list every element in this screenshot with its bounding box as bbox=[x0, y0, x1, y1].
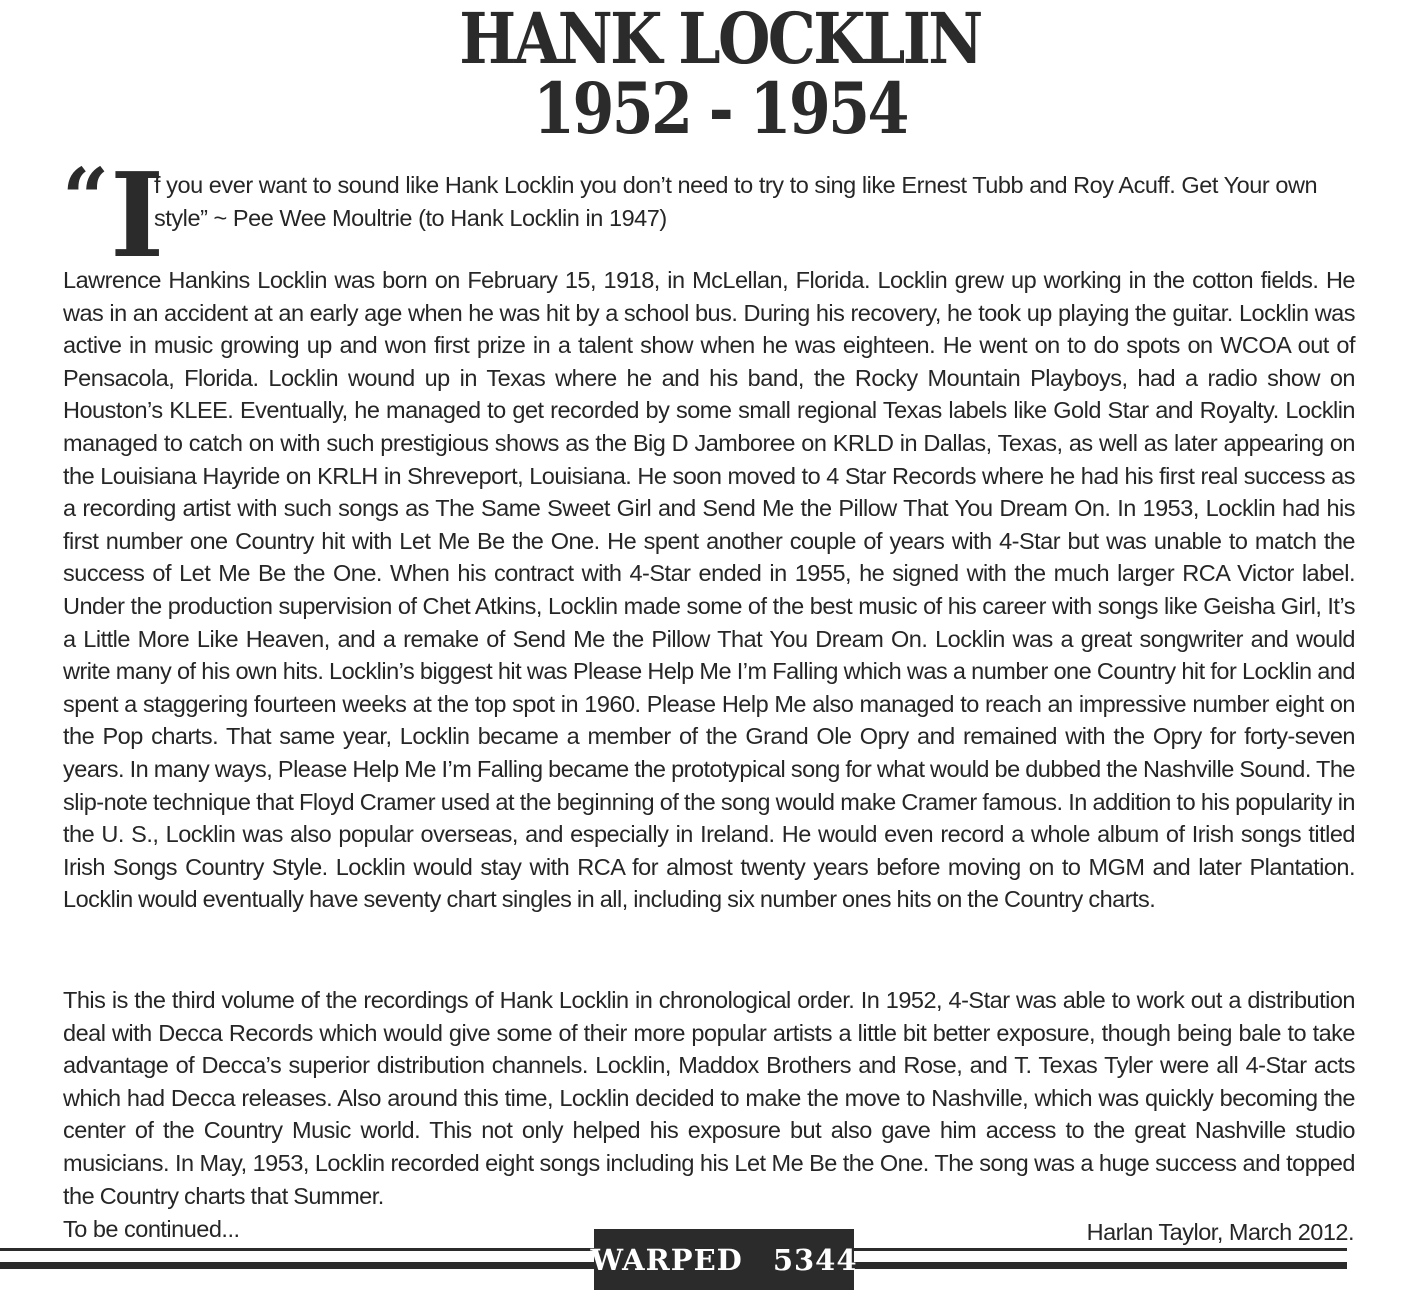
to-be-continued-text: To be continued... bbox=[63, 1216, 240, 1242]
footer-rule-left-thin bbox=[0, 1248, 594, 1251]
footer-rule-right-thin bbox=[854, 1248, 1347, 1251]
footer-rule-left-thick bbox=[0, 1262, 594, 1269]
author-signature: Harlan Taylor, March 2012. bbox=[1086, 1219, 1354, 1245]
quote-mark-glyph: “ bbox=[62, 151, 110, 247]
quote-text: f you ever want to sound like Hank Locklin you don’t need to try to sing like Ernest Tubb and Roy Acuff. Get Your own style” ~ Pee Wee Moultrie (to Hank Locklin in 1947) bbox=[154, 172, 1318, 231]
label-name: WARPED bbox=[590, 1242, 743, 1277]
catalog-number: 5344 bbox=[772, 1242, 858, 1277]
footer-rule-right-thick bbox=[854, 1262, 1347, 1269]
body-paragraph-volume: This is the third volume of the recordings of Hank Locklin in chronological order. In 1952, 4-Star was able to work out a distribution deal with Decca Records which would give some of their more popular artists a little bit better exposure, though being bale to take advantage of Decca’s superior distribution channels. Locklin, Maddox Brothers and Rose, and T. Texas Tyler were all 4-Star acts which had Decca releases. Also around this time, Locklin decided to make the move to Nashville, which was quickly becoming the center of the Country Music world. This not only helped his exposure but also gave him access to the great Nashville studio musicians. In May, 1953, Locklin recorded eight songs including his Let Me Be the One. The song was a huge success and topped the Country charts that Summer. bbox=[63, 987, 1355, 1209]
page-subtitle-years: 1952 - 1954 bbox=[533, 67, 907, 150]
drop-cap-letter: I bbox=[110, 148, 165, 284]
page-title: HANK LOCKLIN bbox=[459, 0, 981, 80]
body-paragraph-biography: Lawrence Hankins Locklin was born on February 15, 1918, in McLellan, Florida. Locklin grew up working in the cotton fields. He was in an accident at an early age when he was hit by a school bus. During his recovery, he took up playing the guitar. Locklin was active in music growing up and won first prize in a talent show when he was eighteen. He went on to do spots on WCOA out of Pensacola, Florida. Locklin wound up in Texas where he and his band, the Rocky Mountain Playboys, had a radio show on Houston’s KLEE. Eventually, he managed to get recorded by some small regional Texas labels like Gold Star and Royalty. Locklin managed to catch on with such prestigious shows as the Big D Jamboree on KRLD in Dallas, Texas, as well as later appearing on the Louisiana Hayride on KRLH in Shreveport, Louisiana. He soon moved to 4 Star Records where he had his first real success as a recording artist with such songs as The Same Sweet Girl and Send Me the Pillow That You Dream On. In 1953, Locklin had his first number one Country hit with Let Me Be the One. He spent another couple of years with 4-Star but was unable to match the success of Let Me Be the One. When his contract with 4-Star ended in 1955, he signed with the much larger RCA Victor label. Under the production supervision of Chet Atkins, Locklin made some of the best music of his career with songs like Geisha Girl, It’s a Little More Like Heaven, and a remake of Send Me the Pillow That You Dream On. Locklin was a great songwriter and would write many of his own hits. Locklin’s biggest hit was Please Help Me I’m Falling which was a number one Country hit for Locklin and spent a staggering fourteen weeks at the top spot in 1960. Please Help Me also managed to reach an impressive number eight on the Pop charts. That same year, Locklin became a member of the Grand Ole Opry and remained with the Opry for forty-seven years. In many ways, Please Help Me I’m Falling became the prototypical song for what would be dubbed the Nashville Sound. The slip-note technique that Floyd Cramer used at the beginning of the song would make Cramer famous. In addition to his popularity in the U. S., Locklin was also popular overseas, and especially in Ireland. He would even record a whole album of Irish songs titled Irish Songs Country Style. Locklin would stay with RCA for almost twenty years before moving on to MGM and later Plantation. Locklin would eventually have seventy chart singles in all, including six number ones hits on the Country charts. bbox=[63, 267, 1355, 913]
catalog-badge bbox=[590, 1229, 858, 1290]
